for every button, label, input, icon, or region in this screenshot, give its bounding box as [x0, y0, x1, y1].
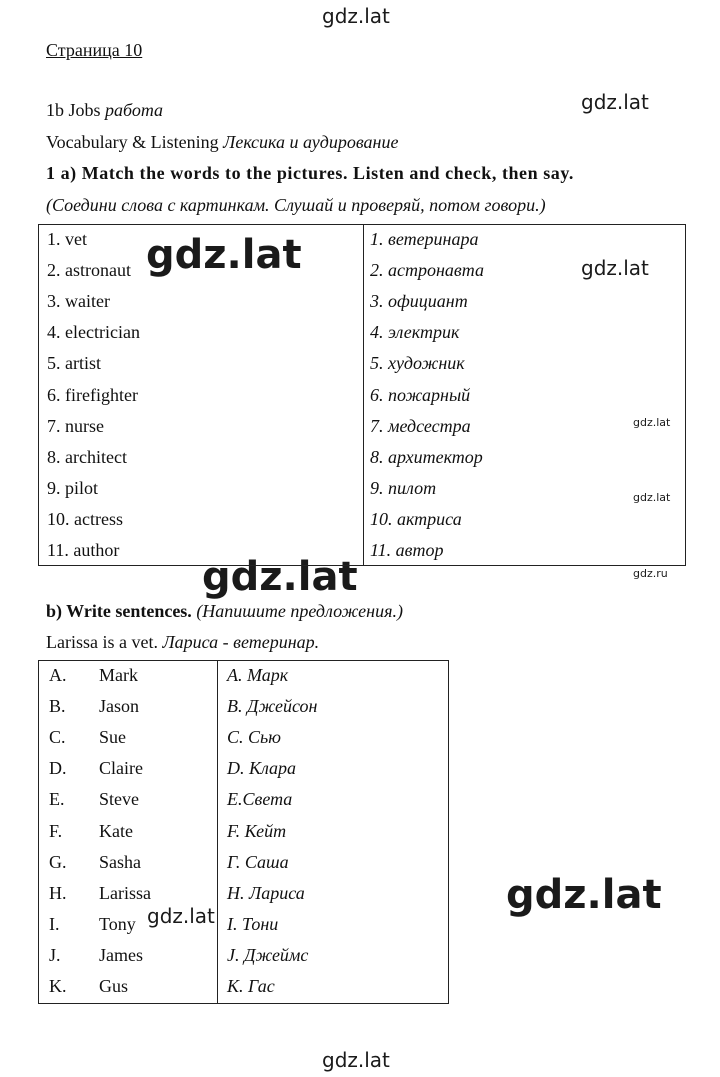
- name-letter: D.: [49, 758, 67, 779]
- vocab-en-item: 1. vet: [47, 229, 87, 249]
- vocab-ru-item: 6. пожарный: [370, 384, 471, 405]
- name-letter: K.: [49, 976, 67, 996]
- vocab-ru-item: 5. художник: [370, 353, 465, 374]
- name-ru: I. Тони: [227, 913, 279, 934]
- name-ru: F. Кейт: [227, 820, 287, 841]
- vocab-en-item: 5. artist: [47, 353, 101, 374]
- section-heading: [46, 100, 163, 121]
- name-ru: H. Лариса: [227, 882, 305, 903]
- vocab-en-item: 6. firefighter: [47, 384, 138, 405]
- watermark-small-ru: gdz.ru: [633, 567, 668, 580]
- subsection-en: Vocabulary & Listening: [46, 132, 219, 152]
- vocab-en-item: 3. waiter: [47, 291, 110, 312]
- vocab-en-item: 10. actress: [47, 508, 123, 529]
- subsection-heading: [46, 132, 398, 153]
- vocab-ru-item: 9. пилот: [370, 477, 437, 498]
- name-ru: E.Света: [227, 789, 293, 810]
- vocab-en-item: 4. electrician: [47, 322, 140, 343]
- name-letter: I.: [49, 913, 60, 934]
- name-letter: E.: [49, 789, 65, 810]
- vocab-ru-item: 3. официант: [370, 291, 468, 312]
- vocab-ru-item: 4. электрик: [370, 322, 460, 343]
- watermark-small-2: gdz.lat: [633, 491, 671, 504]
- vocab-en-item: 2. astronaut: [47, 260, 131, 281]
- task-b-example-en: Larissa is a vet.: [46, 632, 158, 652]
- watermark-right-1: gdz.lat: [581, 90, 649, 114]
- name-ru: K. Гас: [227, 976, 275, 996]
- name-letter: G.: [49, 851, 67, 872]
- watermark-large-1: gdz.lat: [146, 232, 302, 278]
- name-en: Sue: [99, 727, 126, 748]
- section-ru: работа: [105, 100, 164, 120]
- name-letter: H.: [49, 882, 67, 903]
- vocab-ru-item: 8. архитектор: [370, 446, 483, 467]
- name-en: Larissa: [99, 882, 151, 903]
- name-en: Mark: [99, 665, 138, 685]
- vocabulary-table: [38, 224, 686, 566]
- task-a-translation: (Соедини слова с картинкам. Слушай и проверяй, потом говори.): [46, 195, 546, 215]
- name-letter: J.: [49, 944, 61, 965]
- subsection-ru: Лексика и аудирование: [223, 132, 399, 152]
- name-letter: B.: [49, 696, 66, 717]
- name-en: Kate: [99, 820, 133, 841]
- task-b-translation: (Напишите предложения.): [196, 601, 403, 621]
- vocab-en-item: 7. nurse: [47, 415, 104, 436]
- task-b-instruction-en: b) Write sentences.: [46, 601, 192, 621]
- vocab-ru-item: 10. актриса: [370, 508, 462, 529]
- watermark-large-3: gdz.lat: [506, 872, 662, 918]
- vocab-ru-item: 7. медсестра: [370, 415, 471, 436]
- task-b-example-ru: Лариса - ветеринар.: [162, 632, 320, 652]
- name-letter: F.: [49, 820, 63, 841]
- vocab-ru-item: 11. автор: [370, 540, 444, 560]
- watermark-large-2: gdz.lat: [202, 554, 358, 600]
- name-ru: A. Марк: [227, 665, 289, 685]
- name-ru: Г. Саша: [227, 851, 289, 872]
- vocab-en-item: 8. architect: [47, 446, 127, 467]
- vocab-en-item: 9. pilot: [47, 477, 99, 498]
- vocab-en-item: 11. author: [47, 540, 120, 560]
- watermark-top: gdz.lat: [322, 4, 390, 28]
- name-letter: A.: [49, 665, 67, 685]
- watermark-mid-names: gdz.lat: [147, 904, 215, 928]
- name-en: Gus: [99, 976, 129, 996]
- page-label: Страница 10: [46, 40, 143, 60]
- table-divider: [217, 661, 218, 1003]
- name-letter: C.: [49, 727, 66, 748]
- table-divider: [363, 225, 364, 565]
- watermark-bottom: gdz.lat: [322, 1048, 390, 1072]
- vocab-ru-item: 1. ветеринара: [370, 229, 479, 249]
- name-ru: C. Сью: [227, 727, 281, 748]
- name-ru: D. Клара: [227, 758, 297, 779]
- name-en: Sasha: [99, 851, 141, 872]
- task-b-example: [46, 632, 319, 653]
- names-table: [38, 660, 449, 1004]
- name-en: James: [99, 944, 143, 965]
- vocab-ru-item: 2. астронавта: [370, 260, 484, 281]
- watermark-small-1: gdz.lat: [633, 416, 671, 429]
- section-code: 1b Jobs: [46, 100, 101, 120]
- task-a-instruction-num: 1 a) Match the words to the pictures: [46, 163, 343, 183]
- name-ru: J. Джеймс: [227, 944, 309, 965]
- name-en: Steve: [99, 789, 139, 810]
- watermark-right-2: gdz.lat: [581, 256, 649, 280]
- name-ru: B. Джейсон: [227, 696, 318, 717]
- name-en: Claire: [99, 758, 143, 779]
- task-a-instruction-rest: . Listen and check, then say.: [342, 163, 574, 183]
- name-en: Jason: [99, 696, 139, 717]
- task-a-instruction: [46, 163, 574, 184]
- task-b-instruction: [46, 601, 403, 622]
- name-en: Tony: [99, 913, 136, 934]
